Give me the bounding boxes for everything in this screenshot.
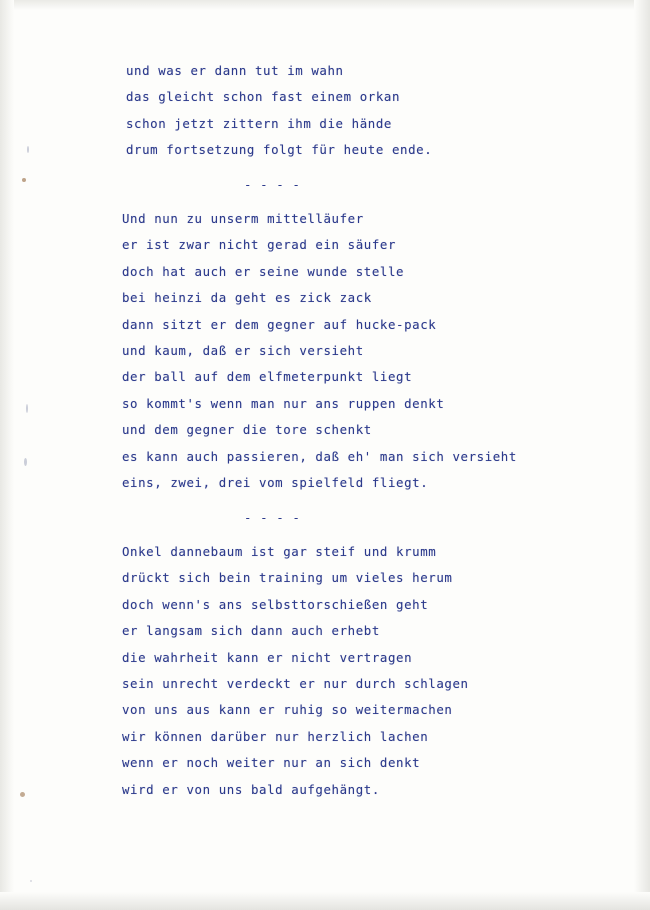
poem-line: dann sitzt er dem gegner auf hucke-pack	[122, 316, 437, 332]
page-edge-right	[634, 0, 650, 910]
stray-ink-mark	[22, 178, 26, 182]
poem-line: Onkel dannebaum ist gar steif und krumm	[122, 543, 437, 559]
stanza-1	[126, 58, 556, 164]
poem-line: wird er von uns bald aufgehängt.	[122, 781, 380, 797]
poem-line: von uns aus kann er ruhig so weitermachen	[122, 702, 453, 718]
poem-line: die wahrheit kann er nicht vertragen	[122, 649, 413, 665]
poem-line: wir können darüber nur herzlich lachen	[122, 728, 429, 744]
poem-line: sein unrecht verdeckt er nur durch schlagen	[122, 675, 469, 691]
stray-ink-mark	[30, 880, 32, 882]
poem-line: schon jetzt zittern ihm die hände	[126, 115, 392, 131]
poem-line: doch hat auch er seine wunde stelle	[122, 263, 405, 279]
poem-line: so kommt's wenn man nur ans ruppen denkt	[122, 395, 445, 411]
poem-line: und was er dann tut im wahn	[126, 63, 344, 78]
poem-line: der ball auf dem elfmeterpunkt liegt	[122, 369, 413, 385]
page-edge-bottom	[0, 892, 650, 910]
page-edge-top	[0, 0, 650, 10]
poem-line: und kaum, daß er sich versieht	[122, 343, 364, 359]
poem-line: wenn er noch weiter nur an sich denkt	[122, 755, 421, 771]
stray-ink-mark	[27, 146, 29, 153]
poem-line: Und nun zu unserm mittelläufer	[122, 211, 364, 227]
stray-ink-mark	[24, 458, 27, 466]
stray-ink-mark	[20, 792, 25, 797]
poem-line: er ist zwar nicht gerad ein säufer	[122, 237, 397, 253]
poem-line: es kann auch passieren, daß eh' man sich versieht	[122, 448, 517, 464]
poem-line: das gleicht schon fast einem orkan	[126, 89, 401, 105]
stanza-separator: - - - -	[244, 509, 301, 525]
poem-line: drückt sich bein training um vieles herum	[122, 570, 453, 586]
typed-text-body	[122, 58, 556, 803]
stray-ink-mark	[26, 404, 28, 413]
poem-line: er langsam sich dann auch erhebt	[122, 623, 380, 639]
stanza-2	[122, 206, 556, 496]
poem-line: bei heinzi da geht es zick zack	[122, 290, 372, 306]
poem-line: doch wenn's ans selbsttorschießen geht	[122, 596, 429, 612]
stanza-separator: - - - -	[244, 176, 301, 192]
stanza-3	[122, 539, 556, 803]
poem-line: drum fortsetzung folgt für heute ende.	[126, 142, 433, 158]
poem-line: eins, zwei, drei vom spielfeld fliegt.	[122, 475, 429, 491]
page-edge-left	[0, 0, 14, 910]
poem-line: und dem gegner die tore schenkt	[122, 422, 372, 438]
